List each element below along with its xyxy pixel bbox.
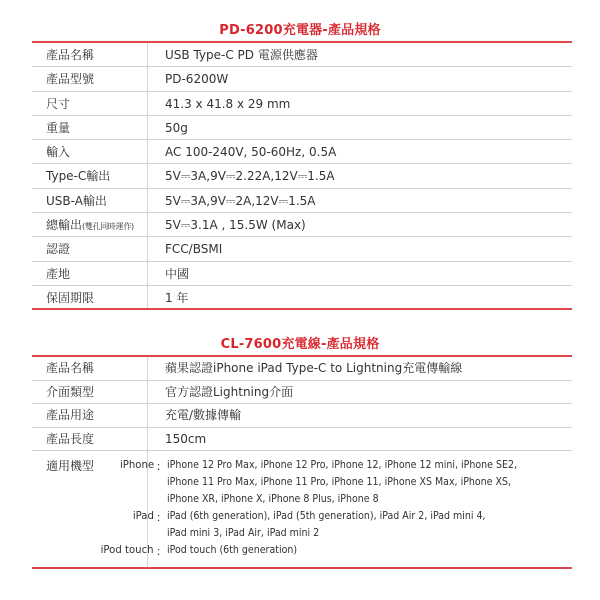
device-model-line: iPod touch (6th generation): [167, 543, 298, 556]
device-model-line: iPhone XR, iPhone X, iPhone 8 Plus, iPhone 8: [167, 492, 379, 505]
spec-value: 中國: [165, 266, 190, 281]
spec-row-total-output: [32, 213, 572, 237]
cable-spec-title: CL-7600充電線-產品規格: [220, 337, 380, 352]
spec-value: PD-6200W: [165, 72, 229, 87]
device-model-line: iPhone 12 Pro Max, iPhone 12 Pro, iPhone 12, iPhone 12 mini, iPhone SE2,: [167, 458, 517, 471]
spec-value: 5V⎓3A,9V⎓2A,12V⎓1.5A: [165, 193, 316, 208]
spec-row-typec-output: [32, 164, 572, 188]
spec-label: 產品名稱: [46, 361, 95, 375]
spec-row-compatibility: [32, 451, 572, 569]
device-model-line: iPhone 11 Pro Max, iPhone 11 Pro, iPhone 11, iPhone XS Max, iPhone XS,: [167, 475, 512, 488]
cable-spec-table: [32, 357, 572, 569]
spec-label: 總輸出(雙孔同時運作): [46, 218, 134, 233]
spec-row-origin: [32, 262, 572, 286]
spec-row-usage: [32, 404, 572, 428]
charger-spec-table: [32, 43, 572, 310]
spec-value: 充電/數據傳輸: [165, 408, 242, 422]
spec-label: 產品長度: [46, 431, 95, 446]
spec-label: 重量: [46, 120, 71, 135]
device-name-ipod-touch: iPod touch: [101, 543, 154, 556]
spec-label: 產品型號: [46, 72, 95, 87]
device-name-ipad: iPad: [132, 509, 154, 522]
spec-label: 產品用途: [46, 408, 95, 422]
spec-value: 150cm: [165, 431, 207, 446]
spec-row-size: [32, 92, 572, 116]
spec-value: 1 年: [165, 290, 189, 305]
spec-value: 官方認證Lightning介面: [165, 384, 294, 399]
charger-spec-title: PD-6200充電器-產品規格: [219, 23, 381, 38]
device-colon: ：: [156, 460, 167, 473]
spec-value: 5V⎓3.1A , 15.5W (Max): [165, 218, 306, 233]
spec-row-usba-output: [32, 189, 572, 213]
spec-label: 認證: [46, 242, 71, 257]
spec-label: 適用機型: [46, 459, 95, 473]
spec-row-interface: [32, 381, 572, 405]
device-name-iphone: iPhone: [119, 458, 154, 471]
spec-label: USB-A輸出: [46, 193, 107, 208]
spec-value: USB Type-C PD 電源供應器: [165, 48, 318, 62]
spec-label: 介面類型: [46, 384, 95, 399]
spec-row-cable-name: [32, 357, 572, 381]
spec-row-certification: [32, 237, 572, 261]
device-model-line: iPad mini 3, iPad Air, iPad mini 2: [167, 526, 320, 539]
spec-row-product-name: [32, 43, 572, 67]
spec-row-warranty: [32, 286, 572, 310]
spec-row-weight: [32, 116, 572, 140]
spec-label: 尺寸: [46, 96, 71, 111]
device-colon: ：: [156, 511, 167, 524]
spec-row-input: [32, 140, 572, 164]
spec-row-length: [32, 428, 572, 452]
spec-label-note: (雙孔同時運作): [82, 222, 134, 232]
spec-row-model: [32, 67, 572, 91]
spec-label: 保固期限: [46, 290, 95, 305]
device-model-line: iPad (6th generation), iPad (5th generation), iPad Air 2, iPad mini 4,: [167, 509, 486, 522]
spec-label: 產品名稱: [46, 48, 95, 62]
device-colon: ：: [156, 545, 167, 558]
spec-label: Type-C輸出: [46, 169, 111, 184]
spec-value: 41.3 x 41.8 x 29 mm: [165, 96, 291, 111]
spec-label: 輸入: [46, 145, 71, 160]
spec-value: 50g: [165, 120, 188, 135]
spec-label: 產地: [46, 266, 71, 281]
spec-value: FCC/BSMI: [165, 242, 223, 257]
spec-value: 蘋果認證iPhone iPad Type-C to Lightning充電傳輸線: [165, 361, 463, 375]
spec-value: 5V⎓3A,9V⎓2.22A,12V⎓1.5A: [165, 169, 335, 184]
spec-value: AC 100-240V, 50-60Hz, 0.5A: [165, 145, 337, 160]
